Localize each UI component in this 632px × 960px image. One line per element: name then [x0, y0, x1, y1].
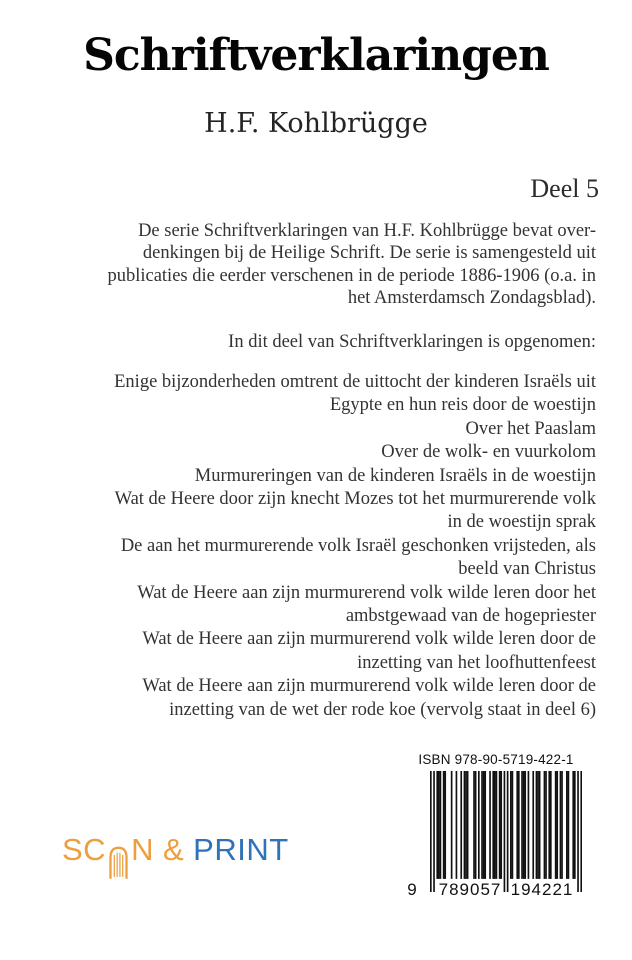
contents-line: Enige bijzonderheden omtrent de uittocht der kinderen Israëls uit	[114, 372, 596, 392]
author-name: H.F. Kohlbrügge	[204, 108, 428, 139]
contents-line: beeld van Christus	[458, 559, 596, 580]
logo-text-print: PRINT	[193, 832, 289, 867]
contents-line: inzetting van het loofhuttenfeest	[357, 652, 596, 673]
description-line: publicaties die eerder verschenen in de periode 1886-1906 (o.a. in	[107, 265, 596, 286]
contents-line: Wat de Heere aan zijn murmurerend volk wilde leren door de	[142, 629, 596, 650]
barcode-image	[430, 771, 582, 892]
logo-text-sc: SC	[62, 832, 107, 867]
contents-line: Wat de Heere door zijn knecht Mozes tot het murmurerende volk	[114, 489, 596, 510]
contents-line: De aan het murmurerende volk Israël geschonken vrijsteden, als	[120, 535, 596, 556]
contents-line: Over het Paaslam	[465, 418, 596, 439]
logo-text-n: N	[131, 832, 154, 867]
series-description	[0, 220, 596, 309]
logo-ampersand: &	[162, 832, 185, 867]
publisher-logo	[62, 832, 289, 876]
barcode-block	[400, 752, 592, 917]
volume-label: Deel 5	[530, 174, 599, 203]
contents-line: ambstgewaad van de hogepriester	[345, 606, 596, 627]
contents-line: Wat de Heere aan zijn murmurerend volk wilde leren door het	[137, 582, 596, 603]
barcode-digits-group2: 194221	[510, 880, 574, 899]
description-line: het Amsterdamsch Zondagsblad).	[347, 287, 596, 308]
barcode-digits-group1: 789057	[438, 880, 502, 899]
contents-line: Wat de Heere aan zijn murmurerend volk wilde leren door de	[142, 676, 596, 697]
barcode-digit-lead: 9	[407, 880, 417, 899]
page-title: Schriftverklaringen	[83, 30, 549, 81]
isbn-label: ISBN 978-90-5719-422-1	[418, 752, 574, 767]
description-line: denkingen bij de Heilige Schrift. De serie is samengesteld uit	[142, 243, 596, 264]
description-line: De serie Schriftverklaringen van H.F. Kohlbrügge bevat over-	[138, 221, 596, 241]
contents-line: inzetting van de wet der rode koe (vervolg staat in deel 6)	[169, 699, 596, 720]
contents-line: Egypte en hun reis door de woestijn	[329, 395, 596, 416]
contents-list	[0, 371, 596, 722]
contents-line: Over de wolk- en vuurkolom	[381, 442, 596, 463]
contents-intro: In dit deel van Schriftverklaringen is opgenomen:	[228, 332, 596, 352]
contents-line: in de woestijn sprak	[447, 512, 596, 533]
contents-line: Murmureringen van de kinderen Israëls in de woestijn	[194, 465, 596, 486]
book-icon	[108, 845, 129, 880]
